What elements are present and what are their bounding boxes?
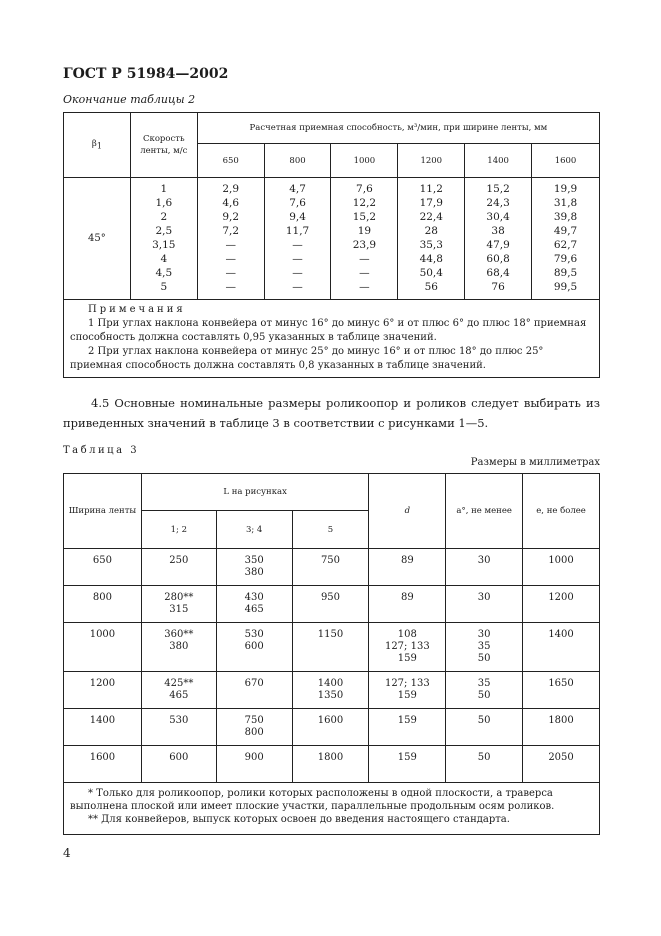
width-header: 1000 [331, 144, 398, 178]
table-cell: 12,2 [352, 197, 377, 209]
page-number: 4 [63, 846, 71, 860]
table-cell: 50 [446, 709, 523, 746]
table-cell: 4,5 [155, 267, 173, 279]
table-cell: 430 465 [216, 586, 292, 623]
table-cell: 250 [141, 549, 216, 586]
table-cell: 44,8 [419, 253, 443, 265]
table2-caption: Окончание таблицы 2 [63, 93, 196, 106]
table-cell: 350 380 [216, 549, 292, 586]
table-cell: 2,5 [155, 225, 173, 237]
table-cell: 108 127; 133 159 [369, 623, 446, 672]
table-cell: 1800 [292, 746, 369, 783]
width-header: 800 [264, 144, 331, 178]
table3-caption: Таблица 3 [63, 445, 140, 456]
table-cell: 56 [424, 281, 438, 293]
capacity-column [465, 178, 532, 300]
table-cell: 2050 [523, 746, 600, 783]
table-cell: 50,4 [419, 267, 443, 279]
table-cell: 47,9 [486, 239, 510, 251]
table2-notes [64, 300, 600, 378]
capacity-column [398, 178, 465, 300]
table-cell: 600 [141, 746, 216, 783]
table-cell: 38 [491, 225, 505, 237]
table-cell: 159 [369, 709, 446, 746]
table-cell: 950 [292, 586, 369, 623]
table-row [64, 672, 600, 709]
table-cell: 1200 [523, 586, 600, 623]
table-cell: 60,8 [486, 253, 510, 265]
l-sub-3-4: 3; 4 [216, 511, 292, 549]
table-cell: 62,7 [553, 239, 578, 251]
table-cell: 24,3 [486, 197, 510, 209]
table-cell: 31,8 [553, 197, 578, 209]
table-cell: — [359, 253, 370, 265]
capacity-table [63, 112, 600, 378]
table-cell: 1400 [64, 709, 142, 746]
table-cell: 1650 [523, 672, 600, 709]
table-cell: 530 600 [216, 623, 292, 672]
table-cell: — [292, 239, 303, 251]
table-cell: 4,7 [289, 183, 306, 195]
table-cell: 30 [446, 586, 523, 623]
table-row [64, 549, 600, 586]
table-cell: 1 [160, 183, 168, 195]
paragraph-4-5: 4.5 Основные номинальные размеры роликоопор и роликов следует выбирать из приведенных значений в таблице 3 в соответствии с рисунками 1—5. [63, 396, 600, 430]
table-cell: 89 [369, 549, 446, 586]
table-row [64, 746, 600, 783]
table-row [64, 623, 600, 672]
capacity-column [264, 178, 331, 300]
table-cell: 19 [357, 225, 372, 237]
l-sub-1-2: 1; 2 [141, 511, 216, 549]
beta-value: 45° [64, 178, 131, 300]
table-cell: 30,4 [486, 211, 510, 223]
table-cell: 127; 133 159 [369, 672, 446, 709]
table-cell: 9,4 [289, 211, 306, 223]
table-cell: 39,8 [553, 211, 578, 223]
table-cell: 900 [216, 746, 292, 783]
width-header: 1200 [398, 144, 465, 178]
table3-units-note: Размеры в миллиметрах [470, 457, 600, 468]
dimensions-table [63, 473, 600, 835]
table-cell: 79,6 [553, 253, 578, 265]
e-header: e, не более [523, 474, 600, 549]
table-cell: 1400 [523, 623, 600, 672]
capacity-column [331, 178, 398, 300]
table-cell: 360** 380 [141, 623, 216, 672]
width-header: 1400 [465, 144, 532, 178]
table-cell: — [359, 267, 370, 279]
table-cell: 530 [141, 709, 216, 746]
width-header: 1600 [532, 144, 600, 178]
table-cell: 11,7 [285, 225, 310, 237]
belt-width-header: Ширина ленты [64, 474, 142, 549]
table-cell: 30 [446, 549, 523, 586]
footnote-1: * Только для роликоопор, ролики которых расположены в одной плоскости, а траверса выполнена плоской или имеет плоские участки, параллельные продольным осям роликов. [70, 788, 555, 812]
table-cell: 1600 [292, 709, 369, 746]
table-cell: — [359, 281, 370, 293]
table-cell: 99,5 [553, 281, 578, 293]
table-cell: 15,2 [352, 211, 377, 223]
table-cell: 159 [369, 746, 446, 783]
table-cell: 1400 1350 [292, 672, 369, 709]
table-cell: 1800 [523, 709, 600, 746]
table-cell: 1600 [64, 746, 142, 783]
table-cell: 1200 [64, 672, 142, 709]
table-cell: — [292, 267, 303, 279]
table-cell: 19,9 [553, 183, 578, 195]
table-cell: 2 [160, 211, 168, 223]
l-header: L на рисунках [141, 474, 369, 511]
table-cell: 800 [64, 586, 142, 623]
d-header: d [369, 474, 446, 549]
table-cell: 9,2 [222, 211, 240, 223]
table-cell: 89 [369, 586, 446, 623]
table-cell: 4 [160, 253, 168, 265]
table-row [64, 709, 600, 746]
beta-header: $\beta_1$ [64, 113, 131, 178]
table-cell: 750 800 [216, 709, 292, 746]
table-cell: — [225, 253, 236, 265]
footnote-2: ** Для конвейеров, выпуск которых освоен до введения настоящего стандарта. [88, 814, 510, 825]
table-cell: 1,6 [155, 197, 173, 209]
table-cell: 1000 [64, 623, 142, 672]
table-cell: — [292, 281, 303, 293]
table-cell: 1150 [292, 623, 369, 672]
table3-footnotes [64, 783, 600, 835]
table-cell: 5 [160, 281, 168, 293]
capacity-header: Расчетная приемная способность, м³/мин, при ширине ленты, мм [197, 113, 599, 144]
table-cell: — [225, 267, 236, 279]
note-1: 1 При углах наклона конвейера от минус 16° до минус 6° и от плюс 6° до плюс 18° приемная способность должна составлять 0,95 указанных в таблице значений. [70, 318, 587, 343]
document-header: ГОСТ Р 51984—2002 [63, 66, 229, 82]
table-cell: 280** 315 [141, 586, 216, 623]
table-cell: 50 [446, 746, 523, 783]
table-cell: 30 35 50 [446, 623, 523, 672]
notes-title: Примечания [88, 304, 186, 315]
table-cell: — [225, 281, 236, 293]
table-cell: 7,6 [289, 197, 306, 209]
table-cell: 1000 [523, 549, 600, 586]
table-cell: 2,9 [222, 183, 240, 195]
width-header: 650 [197, 144, 264, 178]
table-cell: 670 [216, 672, 292, 709]
speed-header: Скорость ленты, м/с [130, 113, 197, 178]
table-cell: 4,6 [222, 197, 240, 209]
a-header: a°, не менее [446, 474, 523, 549]
table-cell: 750 [292, 549, 369, 586]
table-cell: 23,9 [352, 239, 377, 251]
table-cell: 7,2 [222, 225, 240, 237]
table-cell: 425** 465 [141, 672, 216, 709]
table-cell: 68,4 [486, 267, 510, 279]
table-cell: — [292, 253, 303, 265]
l-sub-5: 5 [292, 511, 369, 549]
table-cell: 15,2 [486, 183, 510, 195]
table-cell: 3,15 [152, 239, 176, 251]
table-cell: 17,9 [419, 197, 443, 209]
table-cell: 22,4 [419, 211, 443, 223]
table-cell: 650 [64, 549, 142, 586]
note-2: 2 При углах наклона конвейера от минус 25° до минус 16° и от плюс 18° до плюс 25° приемная способность должна составлять 0,8 указанных в таблице значений. [70, 346, 544, 371]
table-cell: 7,6 [356, 183, 373, 195]
speed-column [130, 178, 197, 300]
table-cell: 35,3 [419, 239, 443, 251]
table-cell: 35 50 [446, 672, 523, 709]
table-row [64, 586, 600, 623]
table-cell: 28 [424, 225, 438, 237]
capacity-column [532, 178, 600, 300]
table-cell: 76 [491, 281, 505, 293]
table-cell: 49,7 [553, 225, 578, 237]
table-cell: — [225, 239, 236, 251]
capacity-column [197, 178, 264, 300]
table-cell: 89,5 [553, 267, 578, 279]
table-cell: 11,2 [419, 183, 443, 195]
